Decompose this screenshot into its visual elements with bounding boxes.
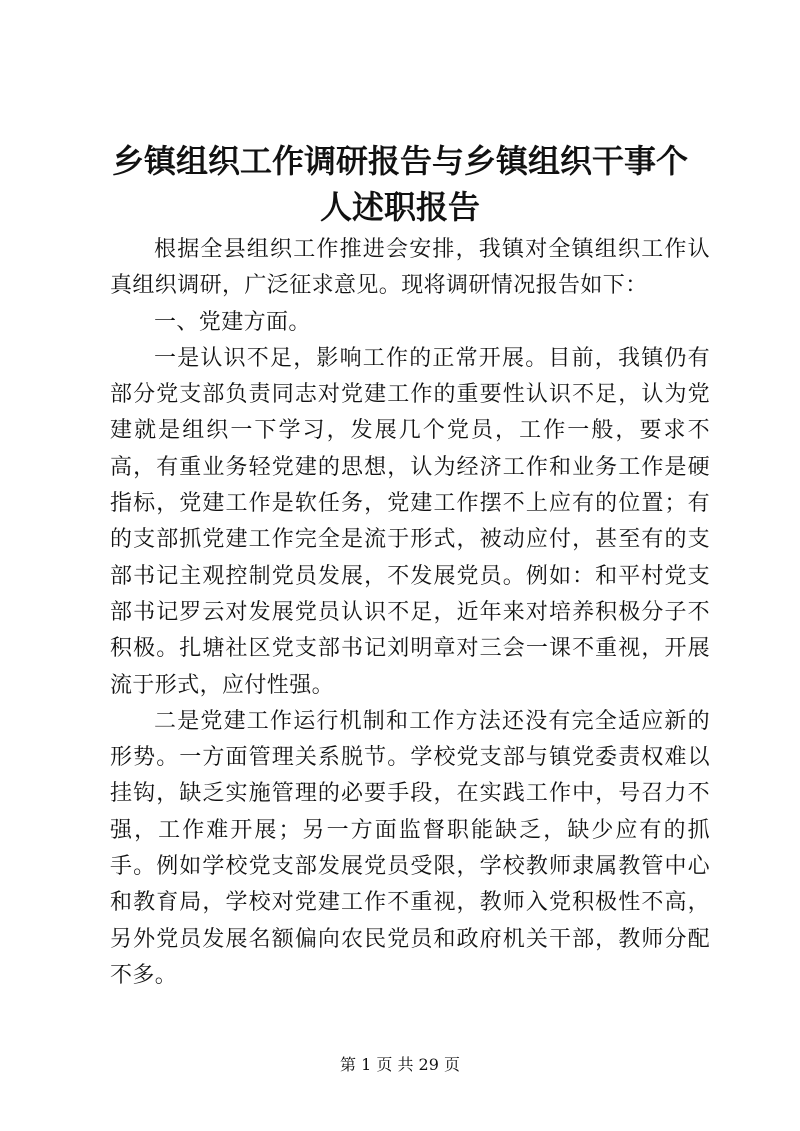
document-title: 乡镇组织工作调研报告与乡镇组织干事个人述职报告 bbox=[111, 142, 688, 226]
section-heading-party-building: 一、党建方面。 bbox=[154, 309, 311, 335]
paragraph-intro: 根据全县组织工作推进会安排，我镇对全镇组织工作认真组织调研，广泛征求意见。现将调研情况报告如下： bbox=[110, 237, 710, 299]
paragraph-point-one: 一是认识不足，影响工作的正常开展。目前，我镇仍有部分党支部负责同志对党建工作的重要性认识不足，认为党建就是组织一下学习，发展几个党员，工作一般，要求不高，有重业务轻党建的思想，认为经济工作和业务工作是硬指标，党建工作是软任务，党建工作摆不上应有的位置；有的支部抓党建工作完全是流于形式，被动应付，甚至有的支部书记主观控制党员发展，不发展党员。例如：和平村党支部书记罗云对发展党员认识不足，近年来对培养积极分子不积极。扎塘社区党支部书记刘明章对三会一课不重视，开展流于形式，应付性强。 bbox=[110, 345, 710, 698]
page-number-footer: 第 1 页 共 29 页 bbox=[340, 1055, 460, 1074]
paragraph-point-two: 二是党建工作运行机制和工作方法还没有完全适应新的形势。一方面管理关系脱节。学校党支部与镇党委责权难以挂钩，缺乏实施管理的必要手段，在实践工作中，号召力不强，工作难开展；另一方面监督职能缺乏，缺少应有的抓手。例如学校党支部发展党员受限，学校教师隶属教管中心和教育局，学校对党建工作不重视，教师入党积极性不高，另外党员发展名额偏向农民党员和政府机关干部，教师分配不多。 bbox=[110, 708, 710, 988]
document-body bbox=[110, 232, 710, 994]
